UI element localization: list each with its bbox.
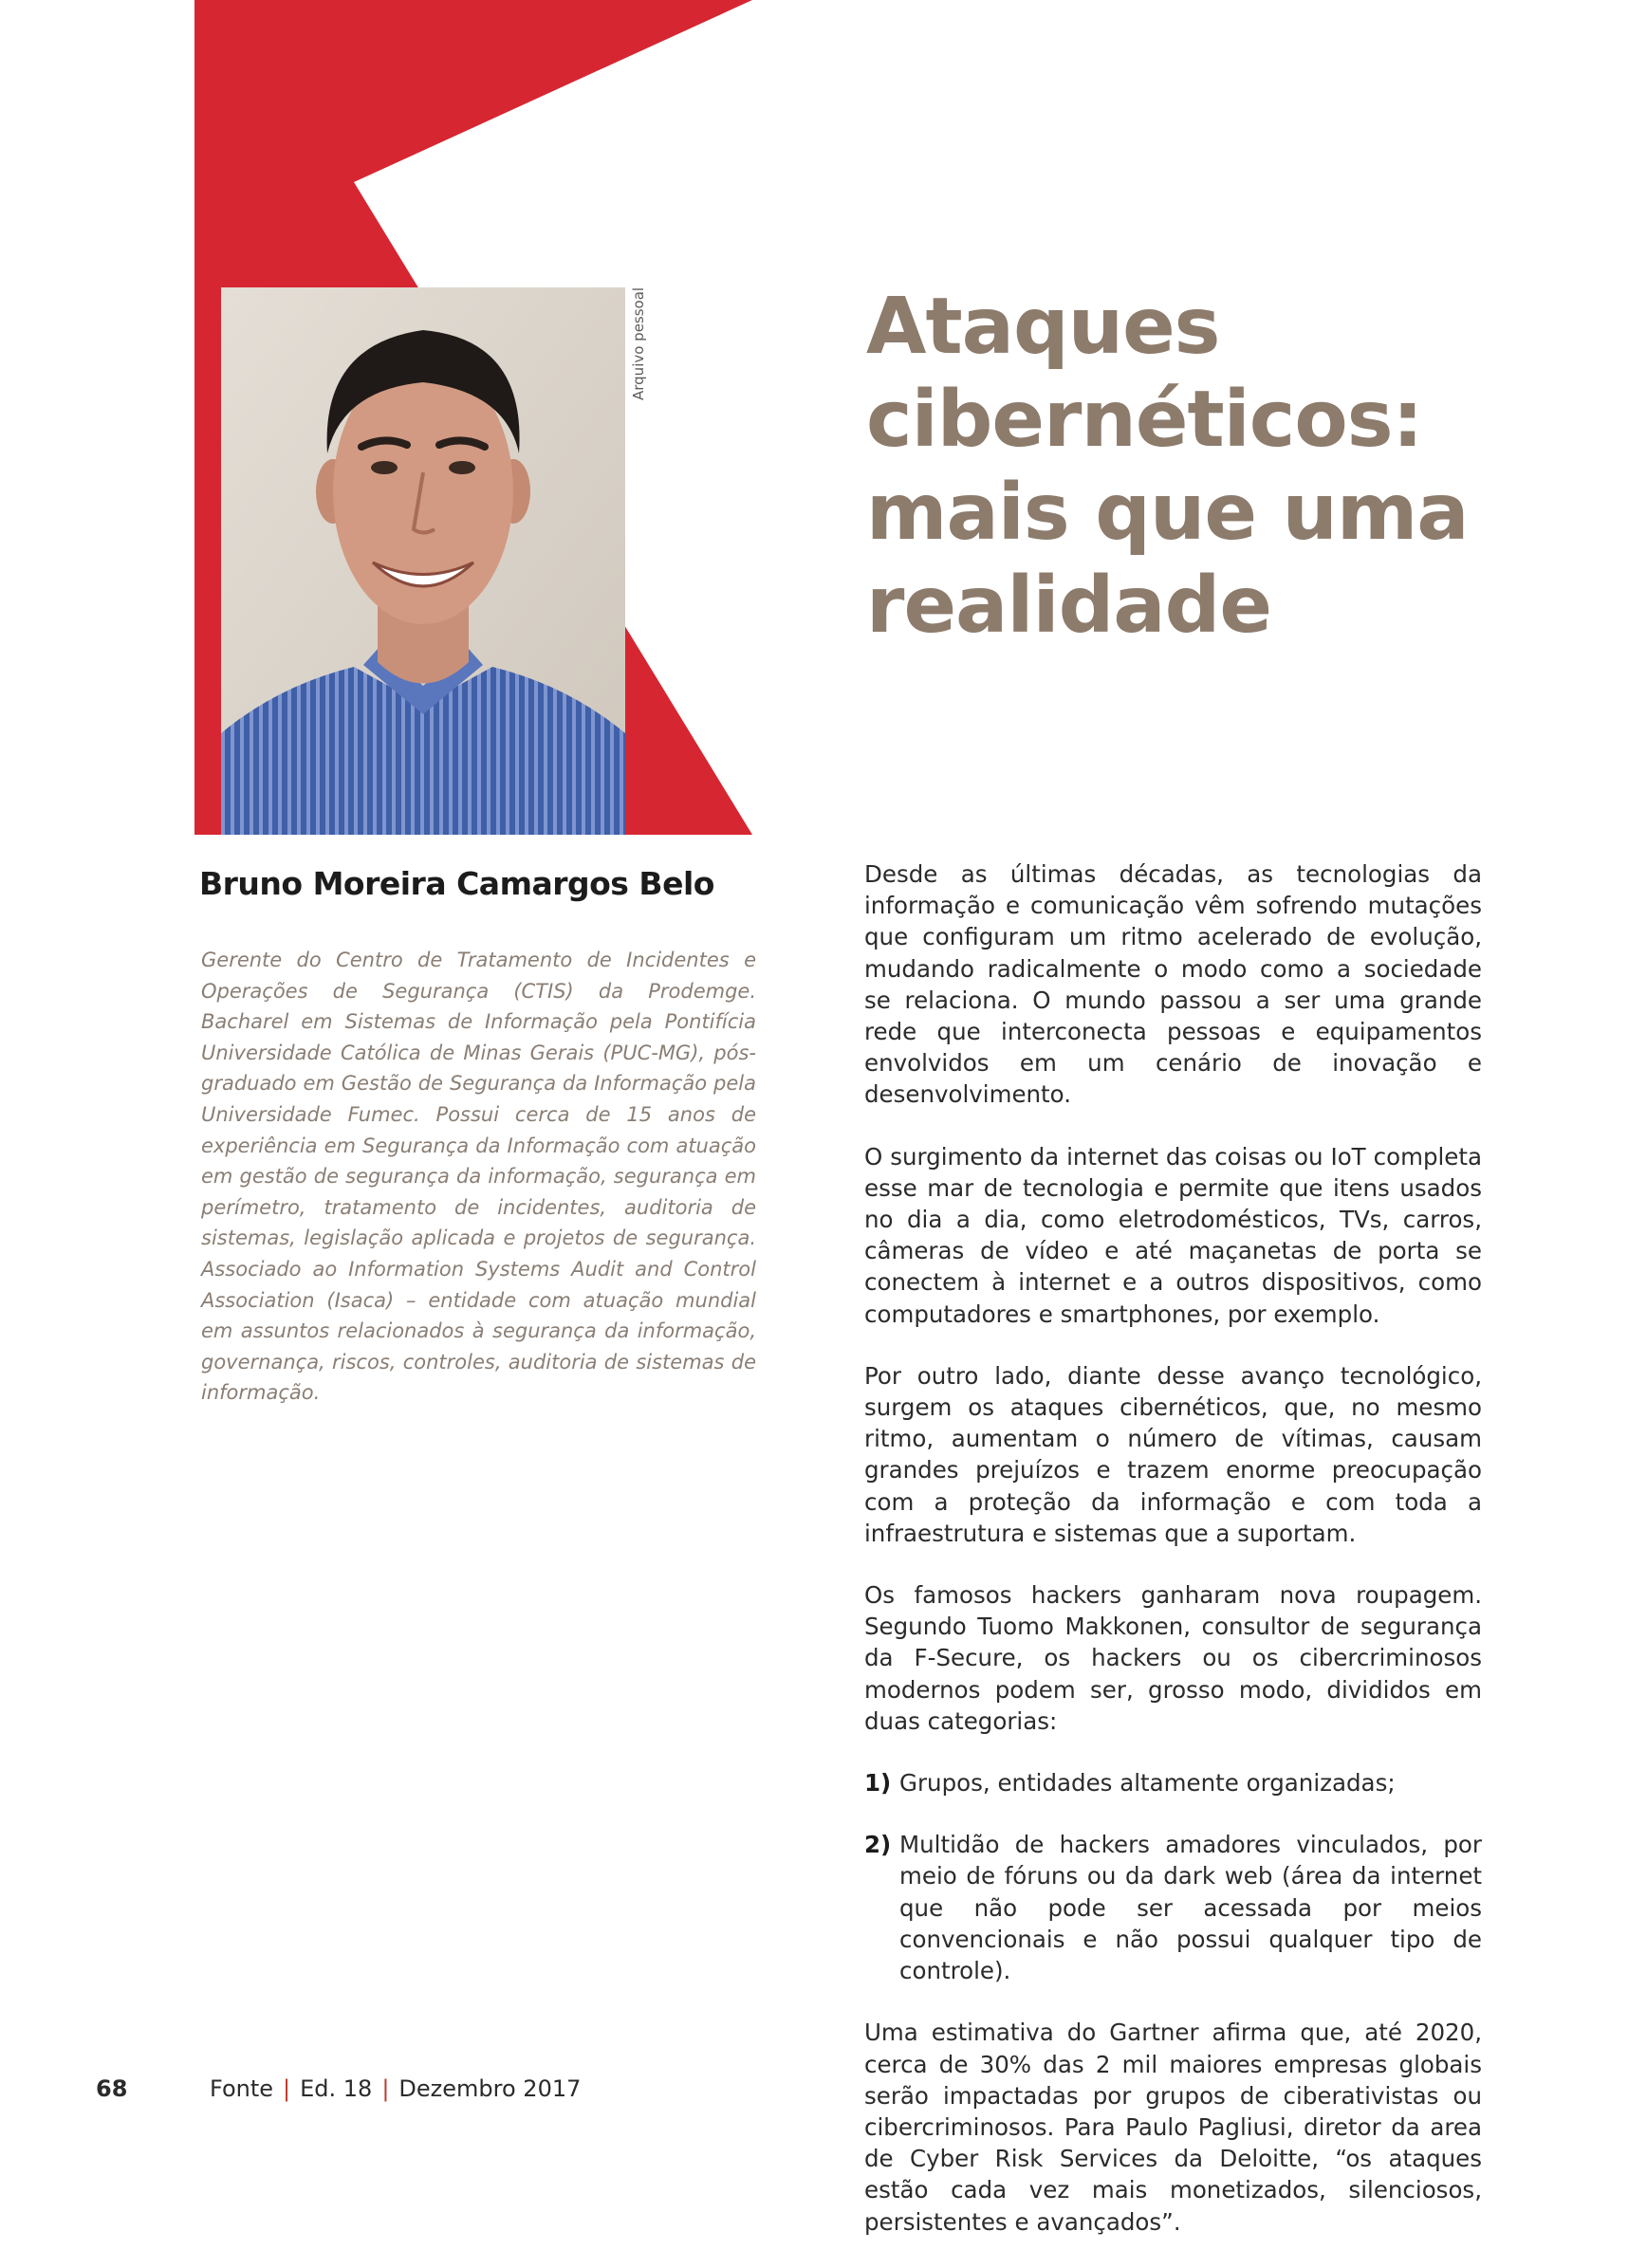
list-text: Grupos, entidades altamente organizadas; xyxy=(899,1769,1396,1798)
list-number: 2) xyxy=(864,1831,892,1859)
list-number: 1) xyxy=(864,1769,892,1798)
author-photo xyxy=(221,287,625,835)
title-line: realidade xyxy=(866,561,1271,651)
article-title xyxy=(866,281,1549,653)
body-paragraph: Por outro lado, diante desse avanço tecnológico, surgem os ataques cibernéticos, que, no mesmo ritmo, aumentam o número de vítimas, causam grandes prejuízos e trazem enorme preocupação com a proteção da informação e com toda a infraestrutura e sistemas que a suportam. xyxy=(864,1361,1482,1547)
list-item xyxy=(864,1767,1482,1798)
title-line: mais que uma xyxy=(866,468,1469,558)
footer-separator: | xyxy=(381,2075,390,2102)
page-number: 68 xyxy=(96,2075,128,2102)
issue-date: Dezembro 2017 xyxy=(398,2075,582,2102)
footer-separator: | xyxy=(283,2075,291,2102)
body-paragraph: Desde as últimas décadas, as tecnologias da informação e comunicação vêm sofrendo mutações que configuram um ritmo acelerado de evolução, mudando radicalmente o modo como a sociedade se relaciona. O mundo passou a ser uma grande rede que interconecta pessoas e equipamentos envolvidos em um cenário de inovação e desenvolvimento. xyxy=(864,860,1482,1109)
edition-label: Ed. 18 xyxy=(300,2075,373,2102)
list-text: Multidão de hackers amadores vinculados, por meio de fóruns ou da dark web (área da internet que não pode ser acessada por meios convencionais e não possui qualquer tipo de controle). xyxy=(899,1831,1482,1985)
title-line: cibernéticos: xyxy=(866,375,1423,465)
article-body xyxy=(864,858,1482,2268)
photo-credit: Arquivo pessoal xyxy=(630,287,647,401)
body-paragraph: Os famosos hackers ganharam nova roupagem. Segundo Tuomo Makkonen, consultor de segurança da F-Secure, os hackers ou os cibercriminosos modernos podem ser, grosso modo, divididos em duas categorias: xyxy=(864,1581,1482,1735)
title-line: Ataques xyxy=(866,282,1220,372)
author-bio: Gerente do Centro de Tratamento de Incidentes e Operações de Segurança (CTIS) da Prodemge. Bacharel em Sistemas de Informação pela Pontifícia Universidade Católica de Minas Gerais (PUC-MG), pós-graduado em Gestão de Segurança da Informação pela Universidade Fumec. Possui cerca de 15 anos de experiência em Segurança da Informação com atuação em gestão de segurança da informação, segurança em perímetro, tratamento de incidentes, auditoria de sistemas, legislação aplicada e projetos de segurança. Associado ao Information Systems Audit and Control Association (Isaca) – entidade com atuação mundial em assuntos relacionados à segurança da informação, governança, riscos, controles, auditoria de sistemas de informação. xyxy=(201,949,756,1405)
body-paragraph: O surgimento da internet das coisas ou IoT completa esse mar de tecnologia e permite que itens usados no dia a dia, como eletrodomésticos, TVs, carros, câmeras de vídeo e até maçanetas de porta se conectem à internet e a outros dispositivos, como computadores e smartphones, por exemplo. xyxy=(864,1142,1482,1328)
author-name: Bruno Moreira Camargos Belo xyxy=(199,865,714,902)
list-item xyxy=(864,1829,1482,1986)
portrait-photo-icon xyxy=(221,287,625,835)
body-paragraph: Uma estimativa do Gartner afirma que, até 2020, cerca de 30% das 2 mil maiores empresas globais serão impactadas por grupos de ciberativistas ou cibercriminosos. Para Paulo Pagliusi, diretor da area de Cyber Risk Services da Deloitte, “os ataques estão cada vez mais monetizados, silenciosos, persistentes e avançados”. xyxy=(864,2019,1482,2236)
page-footer xyxy=(96,2075,581,2104)
publication-name: Fonte xyxy=(210,2075,274,2102)
